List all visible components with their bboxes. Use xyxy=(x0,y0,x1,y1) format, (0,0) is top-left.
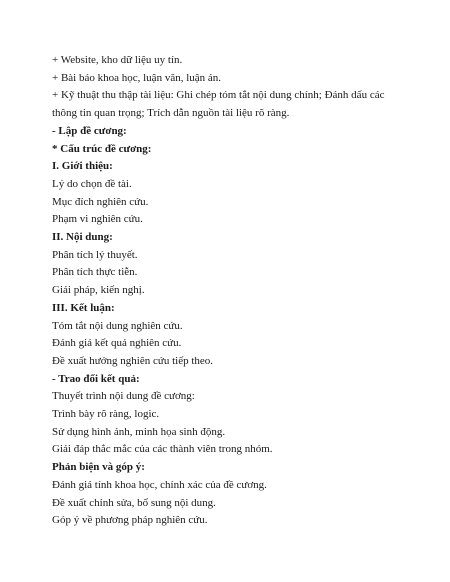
text-line: Đánh giá kết quả nghiên cứu. xyxy=(52,337,182,350)
text-line: Đề xuất chỉnh sửa, bổ sung nội dung. xyxy=(52,496,216,509)
text-line: Tóm tắt nội dung nghiên cứu. xyxy=(52,319,183,332)
text-line: Lý do chọn đề tài. xyxy=(52,177,132,190)
document-body xyxy=(52,52,402,530)
text-line: Đánh giá tính khoa học, chính xác của đề cương. xyxy=(52,478,267,491)
text-line: + Website, kho dữ liệu uy tín. xyxy=(52,54,183,66)
text-line: Phân tích lý thuyết. xyxy=(52,248,138,261)
text-line: + Bài báo khoa học, luận văn, luận án. xyxy=(52,71,222,84)
text-line: Trình bày rõ ràng, logic. xyxy=(52,408,160,421)
section-heading: I. Giới thiệu: xyxy=(52,160,113,173)
text-line: Phạm vi nghiên cứu. xyxy=(52,213,143,226)
text-line: Giải đáp thắc mắc của các thành viên trong nhóm. xyxy=(52,443,273,456)
section-heading: - Lập đề cương: xyxy=(52,124,127,137)
text-line: Thuyết trình nội dung đề cương: xyxy=(52,390,195,403)
text-line: Đề xuất hướng nghiên cứu tiếp theo. xyxy=(52,354,214,367)
text-line: Góp ý về phương pháp nghiên cứu. xyxy=(52,514,208,527)
section-heading: * Cấu trúc đề cương: xyxy=(52,142,152,155)
text-line: Mục đích nghiên cứu. xyxy=(52,195,149,208)
text-line: Sử dụng hình ảnh, minh họa sinh động. xyxy=(52,425,226,438)
section-heading: III. Kết luận: xyxy=(52,301,115,314)
text-line: Phân tích thực tiễn. xyxy=(52,266,138,279)
text-line: Giải pháp, kiến nghị. xyxy=(52,284,145,297)
text-line: + Kỹ thuật thu thập tài liệu: Ghi chép tóm tắt nội dung chính; Đánh dấu các thông tin quan trọng; Trích dẫn nguồn tài liệu rõ ràng. xyxy=(52,89,385,120)
section-heading: - Trao đổi kết quả: xyxy=(52,372,140,385)
section-heading: II. Nội dung: xyxy=(52,231,113,244)
section-heading: Phản biện và góp ý: xyxy=(52,461,145,474)
